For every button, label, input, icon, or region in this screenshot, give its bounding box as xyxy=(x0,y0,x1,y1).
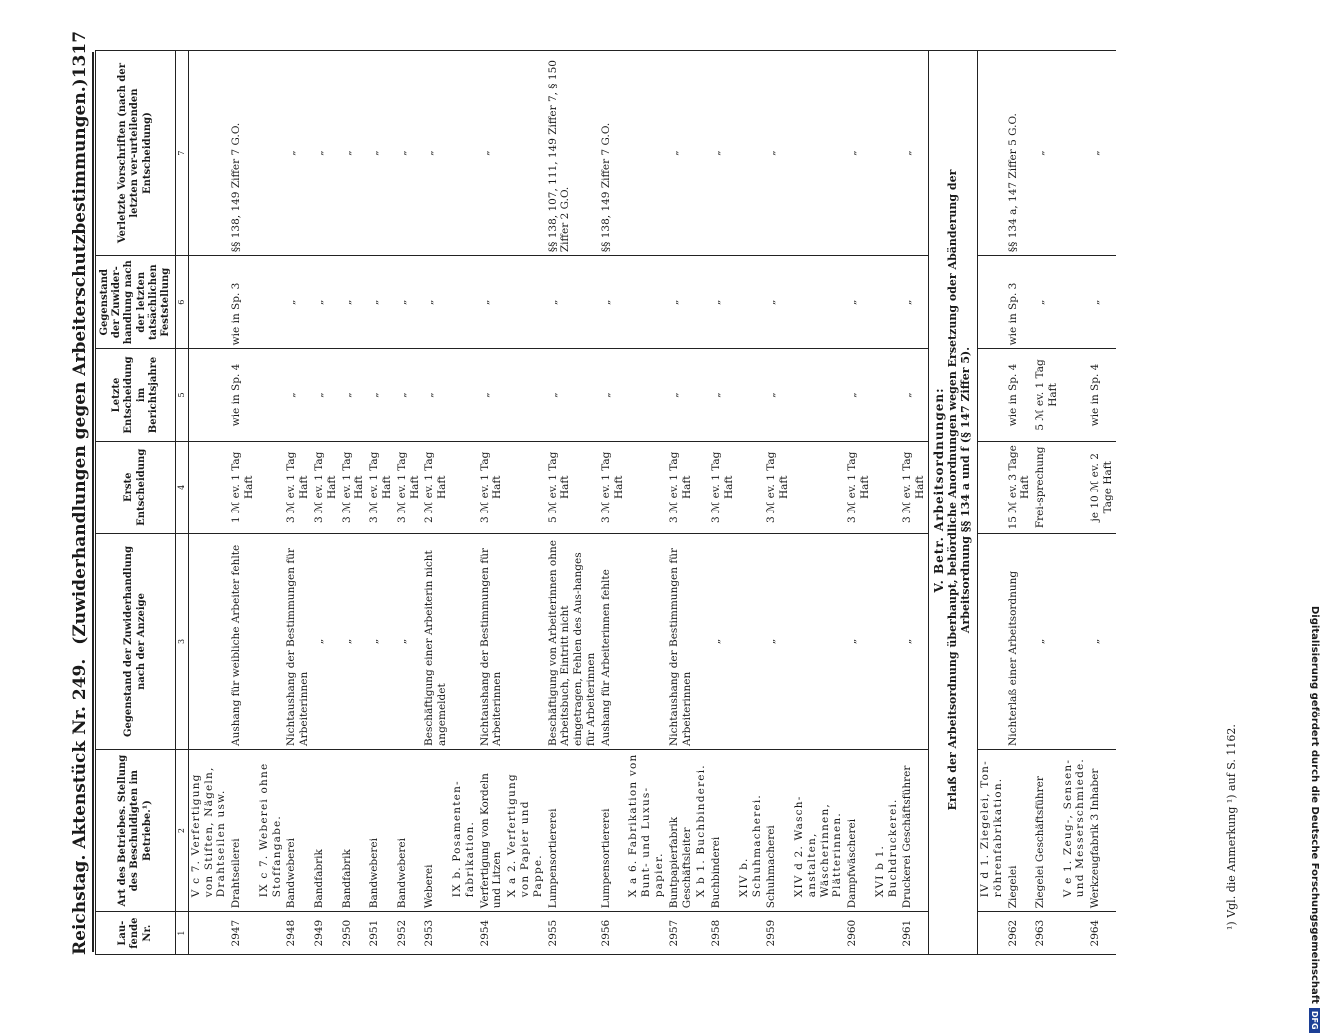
table-cell-art: XIV d 2. Wasch-anstalten, Wäscherinnen, Plätterinnen. xyxy=(792,749,845,911)
table-cell-letzte xyxy=(626,349,666,441)
table-row xyxy=(845,51,873,955)
table-cell-art: Werkzeugfabrik 3 Inhaber xyxy=(1088,749,1116,911)
table-row xyxy=(340,51,368,955)
header-subtitle: (Zuwiderhandlungen gegen Arbeiterschutzbestimmungen.) xyxy=(70,78,90,645)
table-cell-nr: 2962 xyxy=(1006,912,1034,955)
table-row xyxy=(900,51,928,955)
section-title: V. Betr. Arbeitsordnungen: xyxy=(932,387,946,593)
table-cell-gegen: „ xyxy=(312,533,340,749)
table-cell-gegen2: wie in Sp. 3 xyxy=(229,256,257,349)
table-cell-gegen2: „ xyxy=(478,256,506,349)
table-cell-gegen2 xyxy=(188,256,229,349)
table-cell-gegen: Aushang für Arbeiterinnen fehlte xyxy=(599,533,627,749)
table-cell-art: Lumpensortiererei xyxy=(599,749,627,911)
table-cell-nr: 2963 xyxy=(1033,912,1061,955)
table-cell-gegen2: „ xyxy=(709,256,737,349)
digitization-text: Digitalisierung gefördert durch die Deutsche Forschungsgemeinschaft xyxy=(1309,606,1320,1004)
table-cell-letzte: „ xyxy=(340,349,368,441)
table-row xyxy=(450,51,478,955)
table-cell-letzte: wie in Sp. 4 xyxy=(229,349,257,441)
table-cell-art: XVI b 1. Buchdruckerei. xyxy=(873,749,901,911)
table-cell-erste: 5 ℳ ev. 1 Tag Haft xyxy=(546,441,599,533)
table-header-row xyxy=(96,51,176,955)
col-number: 4 xyxy=(176,441,189,533)
table-cell-gegen2 xyxy=(873,256,901,349)
table-cell-art: Buchbinderei xyxy=(709,749,737,911)
table-cell-letzte xyxy=(257,349,285,441)
table-cell-art: Bandfabrik xyxy=(312,749,340,911)
table-cell-gegen2: „ xyxy=(667,256,695,349)
table-cell-vors xyxy=(450,51,478,256)
table-cell-gegen2 xyxy=(737,256,765,349)
table-cell-gegen2 xyxy=(792,256,845,349)
table-cell-vors xyxy=(694,51,709,256)
table-cell-erste xyxy=(257,441,285,533)
table-cell-art: Druckerei Geschäftsführer xyxy=(900,749,928,911)
table-cell-vors xyxy=(737,51,765,256)
table-cell-nr xyxy=(977,912,1005,955)
table-cell-vors: „ xyxy=(422,51,450,256)
table-cell-gegen: „ xyxy=(367,533,395,749)
section-heading xyxy=(932,130,972,850)
page-number: 1317 xyxy=(70,30,90,79)
table-row xyxy=(626,51,666,955)
table-cell-art: X a 2. Verfertigung von Papier und Pappe. xyxy=(505,749,545,911)
table-cell-letzte: „ xyxy=(900,349,928,441)
table-row xyxy=(188,51,229,955)
table-cell-art: X b 1. Buchbinderei. xyxy=(694,749,709,911)
table-cell-erste: 3 ℳ ev. 1 Tag Haft xyxy=(667,441,695,533)
table-cell-art: Bandfabrik xyxy=(340,749,368,911)
table-cell-art: Schuhmacherei xyxy=(764,749,792,911)
table-cell-art: Drahtseilerei xyxy=(229,749,257,911)
table-cell-letzte: „ xyxy=(546,349,599,441)
table-cell-erste xyxy=(694,441,709,533)
table-cell-nr: 2958 xyxy=(709,912,737,955)
table-row xyxy=(599,51,627,955)
table-row xyxy=(977,51,1005,955)
table-cell-letzte: „ xyxy=(367,349,395,441)
table-cell-art: Bandweberei xyxy=(284,749,312,911)
table-cell-gegen xyxy=(737,533,765,749)
table-cell-nr: 2950 xyxy=(340,912,368,955)
table-cell-vors: §§ 138, 107, 111, 149 Ziffer 7, § 150 Ziffer 2 G.O. xyxy=(546,51,599,256)
table-cell-gegen2: „ xyxy=(546,256,599,349)
table-cell-nr xyxy=(694,912,709,955)
col-header-vorschriften: Verletzte Vorschriften (nach der letzten ver-urteilenden Entscheidung) xyxy=(96,51,176,256)
table-cell-gegen2: „ xyxy=(845,256,873,349)
table-cell-gegen2: „ xyxy=(1088,256,1116,349)
table-cell-gegen xyxy=(450,533,478,749)
header-rule xyxy=(92,52,94,952)
table-cell-art: IX b. Posamenten-fabrikation. xyxy=(450,749,478,911)
col-header-erste: Erste Entscheidung xyxy=(96,441,176,533)
table-cell-gegen2 xyxy=(1061,256,1089,349)
table-cell-vors: „ xyxy=(845,51,873,256)
table-cell-letzte: wie in Sp. 4 xyxy=(1088,349,1116,441)
table-row xyxy=(312,51,340,955)
table-cell-gegen: „ xyxy=(900,533,928,749)
table-cell-erste: 3 ℳ ev. 1 Tag Haft xyxy=(340,441,368,533)
table-cell-gegen2: wie in Sp. 3 xyxy=(1006,256,1034,349)
table-cell-gegen2: „ xyxy=(395,256,423,349)
table-cell-letzte: „ xyxy=(312,349,340,441)
table-row xyxy=(873,51,901,955)
table-cell-nr: 2947 xyxy=(229,912,257,955)
table-cell-nr xyxy=(450,912,478,955)
col-number: 5 xyxy=(176,349,189,441)
table-cell-erste xyxy=(450,441,478,533)
table-cell-gegen: Nichtaushang der Bestimmungen für Arbeiterinnen xyxy=(478,533,506,749)
digitization-note xyxy=(1309,606,1320,1033)
table-cell-erste: 3 ℳ ev. 1 Tag Haft xyxy=(764,441,792,533)
col-header-nr: Lau-fende Nr. xyxy=(96,912,176,955)
table-cell-erste: 3 ℳ ev. 1 Tag Haft xyxy=(900,441,928,533)
table-cell-gegen2 xyxy=(505,256,545,349)
table-cell-nr xyxy=(257,912,285,955)
table-row xyxy=(257,51,285,955)
table-cell-gegen: Beschäftigung einer Arbeiterin nicht angemeldet xyxy=(422,533,450,749)
table-cell-gegen2 xyxy=(626,256,666,349)
table-cell-art: Verfertigung von Kordeln und Litzen xyxy=(478,749,506,911)
table-cell-gegen xyxy=(1061,533,1089,749)
table-cell-letzte: „ xyxy=(764,349,792,441)
table-cell-gegen2 xyxy=(694,256,709,349)
col-number: 1 xyxy=(176,912,189,955)
table-cell-letzte xyxy=(873,349,901,441)
table-cell-gegen: Nichtaushang der Bestimmungen für Arbeiterinnen xyxy=(667,533,695,749)
col-header-gegenstand-letzte: Gegenstand der Zuwider-handlung nach der letzten tatsächlichen Feststellung xyxy=(96,256,176,349)
table-cell-vors: „ xyxy=(1033,51,1061,256)
table-cell-vors xyxy=(188,51,229,256)
table-row xyxy=(1088,51,1116,955)
table-cell-nr: 2951 xyxy=(367,912,395,955)
table-row xyxy=(367,51,395,955)
table-cell-gegen2 xyxy=(977,256,1005,349)
table-cell-vors: „ xyxy=(1088,51,1116,256)
table-row xyxy=(395,51,423,955)
table-cell-nr xyxy=(737,912,765,955)
table-cell-gegen2: „ xyxy=(599,256,627,349)
table-cell-nr xyxy=(505,912,545,955)
table-cell-letzte xyxy=(188,349,229,441)
table-cell-nr: 2961 xyxy=(900,912,928,955)
table-cell-gegen2 xyxy=(257,256,285,349)
col-number: 6 xyxy=(176,256,189,349)
table-cell-vors: „ xyxy=(340,51,368,256)
table-cell-erste: 3 ℳ ev. 1 Tag Haft xyxy=(367,441,395,533)
table-cell-vors xyxy=(792,51,845,256)
table-cell-vors xyxy=(257,51,285,256)
table-cell-letzte: „ xyxy=(599,349,627,441)
table-row xyxy=(1061,51,1089,955)
table-row xyxy=(284,51,312,955)
table-cell-nr: 2949 xyxy=(312,912,340,955)
table-row xyxy=(546,51,599,955)
table-cell-art: XIV b. Schuhmacherei. xyxy=(737,749,765,911)
table-cell-gegen: „ xyxy=(1088,533,1116,749)
column-number-row xyxy=(176,51,189,955)
table-cell-letzte xyxy=(1061,349,1089,441)
table-cell-gegen xyxy=(505,533,545,749)
table-cell-vors: „ xyxy=(312,51,340,256)
col-number: 2 xyxy=(176,749,189,911)
table-row xyxy=(764,51,792,955)
table-cell-erste xyxy=(1061,441,1089,533)
table-cell-nr: 2956 xyxy=(599,912,627,955)
table-cell-gegen xyxy=(188,533,229,749)
table-cell-art: V c 7. Verfertigung von Stiften, Nägeln, Drahtseilen usw. xyxy=(188,749,229,911)
table-cell-gegen: Beschäftigung von Arbeiterinnen ohne Arbeitsbuch, Eintritt nicht eingetragen, Fehlen des Aus-hanges für Arbeiterinnen xyxy=(546,533,599,749)
table-row xyxy=(694,51,709,955)
col-header-letzte: Letzte Entscheidung im Berichtsjahre xyxy=(96,349,176,441)
table-cell-gegen2: „ xyxy=(284,256,312,349)
table-cell-gegen: Aushang für weibliche Arbeiter fehlte xyxy=(229,533,257,749)
table-cell-erste: 3 ℳ ev. 1 Tag Haft xyxy=(599,441,627,533)
table-cell-erste: 3 ℳ ev. 1 Tag Haft xyxy=(395,441,423,533)
table-cell-gegen2: „ xyxy=(764,256,792,349)
table-cell-nr xyxy=(792,912,845,955)
table-cell-letzte xyxy=(505,349,545,441)
table-cell-letzte: „ xyxy=(709,349,737,441)
table-row xyxy=(422,51,450,955)
table-cell-erste: Frei-sprechung xyxy=(1033,441,1061,533)
table-cell-nr: 2960 xyxy=(845,912,873,955)
table-cell-letzte: wie in Sp. 4 xyxy=(1006,349,1034,441)
table-cell-art: IV d 1. Ziegelei, Ton-röhrenfabrikation. xyxy=(977,749,1005,911)
table-cell-nr: 2952 xyxy=(395,912,423,955)
table-cell-erste: 1 ℳ ev. 1 Tag Haft xyxy=(229,441,257,533)
table-cell-nr xyxy=(1061,912,1089,955)
table-cell-letzte: „ xyxy=(478,349,506,441)
table-row xyxy=(1033,51,1061,955)
table-cell-gegen2: „ xyxy=(312,256,340,349)
table-cell-vors: „ xyxy=(284,51,312,256)
table-cell-gegen: Nichtaushang der Bestimmungen für Arbeiterinnen xyxy=(284,533,312,749)
table-cell-erste xyxy=(977,441,1005,533)
table-cell-erste: 3 ℳ ev. 1 Tag Haft xyxy=(284,441,312,533)
table-cell-gegen2: „ xyxy=(900,256,928,349)
table-cell-gegen xyxy=(792,533,845,749)
table-cell-art: Dampfwäscherei xyxy=(845,749,873,911)
table-cell-nr: 2959 xyxy=(764,912,792,955)
table-cell-vors xyxy=(505,51,545,256)
table-cell-gegen2: „ xyxy=(422,256,450,349)
table-cell-erste: je 10 ℳ ev. 2 Tage Haft xyxy=(1088,441,1116,533)
table-cell-art: V e 1. Zeug-, Sensen- und Messerschmiede. xyxy=(1061,749,1089,911)
dfg-logo: DFG xyxy=(1309,1008,1320,1033)
table-row xyxy=(505,51,545,955)
table-row xyxy=(792,51,845,955)
table-cell-erste: 3 ℳ ev. 1 Tag Haft xyxy=(709,441,737,533)
table-cell-vors xyxy=(977,51,1005,256)
table-cell-erste: 3 ℳ ev. 1 Tag Haft xyxy=(478,441,506,533)
table-cell-letzte: „ xyxy=(422,349,450,441)
table-cell-nr: 2948 xyxy=(284,912,312,955)
col-header-gegenstand: Gegenstand der Zuwiderhandlung nach der Anzeige xyxy=(96,533,176,749)
table-cell-nr: 2954 xyxy=(478,912,506,955)
table-body-section-v xyxy=(977,51,1115,955)
table-cell-vors: „ xyxy=(764,51,792,256)
table-cell-erste: 2 ℳ ev. 1 Tag Haft xyxy=(422,441,450,533)
table-cell-erste xyxy=(626,441,666,533)
table-cell-vors: „ xyxy=(667,51,695,256)
table-cell-art: Ziegelei xyxy=(1006,749,1034,911)
col-number: 7 xyxy=(176,51,189,256)
table-row xyxy=(709,51,737,955)
table-cell-vors: „ xyxy=(900,51,928,256)
table-cell-gegen xyxy=(977,533,1005,749)
table-cell-vors: „ xyxy=(709,51,737,256)
col-number: 3 xyxy=(176,533,189,749)
table-cell-vors xyxy=(1061,51,1089,256)
table-cell-gegen2: „ xyxy=(1033,256,1061,349)
table-row xyxy=(737,51,765,955)
table-cell-art: Buntpapierfabrik Geschäftsleiter xyxy=(667,749,695,911)
table-cell-erste xyxy=(737,441,765,533)
table-cell-erste xyxy=(505,441,545,533)
table-cell-letzte xyxy=(450,349,478,441)
table-cell-gegen2 xyxy=(450,256,478,349)
table-cell-art: Lumpensortiererei xyxy=(546,749,599,911)
table-row xyxy=(229,51,257,955)
table-cell-erste: 3 ℳ ev. 1 Tag Haft xyxy=(845,441,873,533)
table-cell-art: Bandweberei xyxy=(367,749,395,911)
table-cell-vors: §§ 138, 149 Ziffer 7 G.O. xyxy=(599,51,627,256)
table-cell-art: X a 6. Fabrikation von Bunt- und Luxus-papier. xyxy=(626,749,666,911)
table-cell-gegen xyxy=(694,533,709,749)
table-row xyxy=(667,51,695,955)
table-cell-gegen: „ xyxy=(340,533,368,749)
table-cell-vors: „ xyxy=(478,51,506,256)
table-cell-gegen xyxy=(626,533,666,749)
table-cell-gegen2: „ xyxy=(340,256,368,349)
table-cell-gegen xyxy=(257,533,285,749)
table-cell-nr xyxy=(626,912,666,955)
table-cell-letzte xyxy=(792,349,845,441)
table-cell-gegen: „ xyxy=(395,533,423,749)
table-cell-vors xyxy=(626,51,666,256)
table-cell-gegen: „ xyxy=(709,533,737,749)
table-cell-letzte xyxy=(694,349,709,441)
table-cell-vors: „ xyxy=(395,51,423,256)
table-cell-nr: 2964 xyxy=(1088,912,1116,955)
table-cell-gegen: „ xyxy=(764,533,792,749)
table-cell-art: Weberei xyxy=(422,749,450,911)
table-cell-letzte: „ xyxy=(667,349,695,441)
table-cell-erste: 15 ℳ ev. 3 Tage Haft xyxy=(1006,441,1034,533)
table-cell-nr xyxy=(188,912,229,955)
table-cell-letzte: 5 ℳ ev. 1 Tag Haft xyxy=(1033,349,1061,441)
table-cell-nr: 2957 xyxy=(667,912,695,955)
table-row xyxy=(1006,51,1034,955)
table-cell-letzte: „ xyxy=(284,349,312,441)
table-body-section-iv xyxy=(188,51,928,955)
table-cell-letzte: „ xyxy=(845,349,873,441)
table-cell-erste xyxy=(873,441,901,533)
table-cell-letzte: „ xyxy=(395,349,423,441)
digitization-note-wrap xyxy=(1306,606,1322,1030)
table-cell-letzte xyxy=(977,349,1005,441)
table-cell-gegen: „ xyxy=(1033,533,1061,749)
col-header-art: Art des Betriebes. Stellung des Beschuldigten im Betriebe.¹) xyxy=(96,749,176,911)
table-cell-art: IX c 7. Weberei ohne Stoffangabe. xyxy=(257,749,285,911)
table-cell-vors xyxy=(873,51,901,256)
table-cell-art: Bandweberei xyxy=(395,749,423,911)
table-cell-nr: 2955 xyxy=(546,912,599,955)
table-cell-erste xyxy=(188,441,229,533)
table-cell-gegen2: „ xyxy=(367,256,395,349)
table-cell-erste: 3 ℳ ev. 1 Tag Haft xyxy=(312,441,340,533)
footnote: ¹) Vgl. die Anmerkung ¹) auf S. 1162. xyxy=(1225,724,1238,930)
header-title: Reichstag. Aktenstück Nr. 249. xyxy=(70,658,90,955)
table-cell-erste xyxy=(792,441,845,533)
table-cell-gegen xyxy=(873,533,901,749)
table-cell-gegen: „ xyxy=(845,533,873,749)
table-cell-nr xyxy=(873,912,901,955)
table-cell-gegen: Nichterlaß einer Arbeitsordnung xyxy=(1006,533,1034,749)
table-cell-art: Ziegelei Geschäftsführer xyxy=(1033,749,1061,911)
section-subtitle: Erlaß der Arbeitsordnung überhaupt, behördliche Anordnungen wegen Ersetzung oder Abänderung der Arbeitsordnung §§ 134 a und f (§ 147 Ziffer 5). xyxy=(946,169,972,811)
table-cell-vors: §§ 134 a, 147 Ziffer 5 G.O. xyxy=(1006,51,1034,256)
table-cell-letzte xyxy=(737,349,765,441)
table-cell-vors: §§ 138, 149 Ziffer 7 G.O. xyxy=(229,51,257,256)
table-cell-vors: „ xyxy=(367,51,395,256)
table-cell-nr: 2953 xyxy=(422,912,450,955)
table-row xyxy=(478,51,506,955)
